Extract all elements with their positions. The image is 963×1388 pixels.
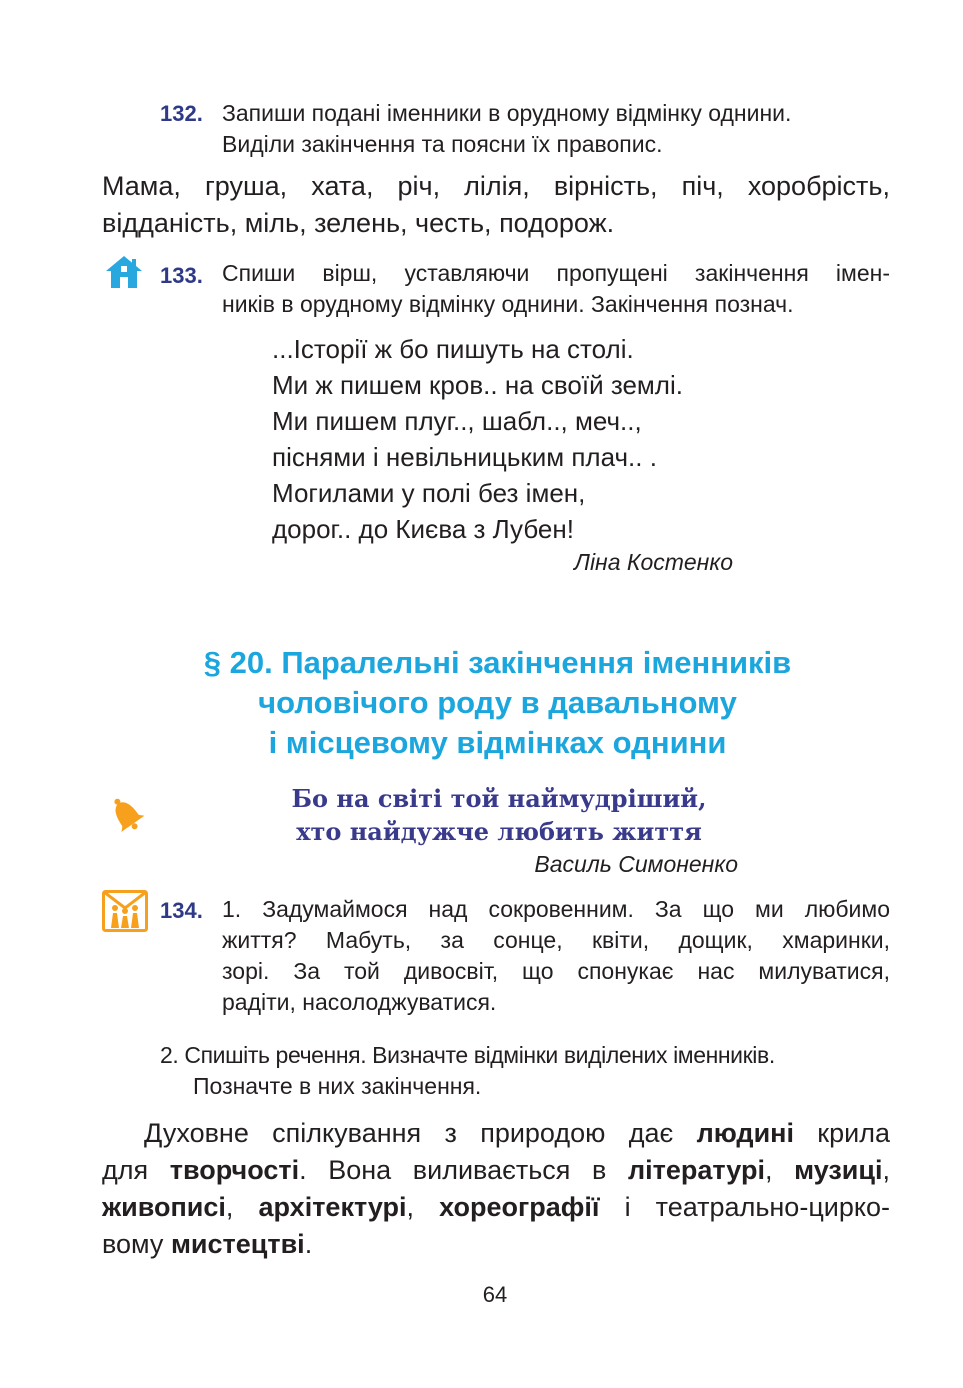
task-line: зорі. За той дивосвіт, що спонукає нас милуватися, [222, 958, 890, 984]
poem-author: Ліна Костенко [574, 549, 733, 575]
word-list [102, 168, 890, 242]
text-line: вому мистецтві. [102, 1229, 313, 1259]
task-line: радіти, насолоджуватися. [222, 989, 497, 1015]
group-work-icon [102, 890, 148, 932]
highlighted-noun: музиці [794, 1155, 883, 1185]
highlighted-noun: творчості [169, 1155, 300, 1185]
poem [272, 331, 872, 547]
bell-icon [106, 794, 146, 834]
epigraph-author: Василь Симоненко [534, 851, 738, 877]
word-list-line: Мама, груша, хата, річ, лілія, вірність, піч, хоробрість, [102, 171, 890, 201]
poem-line: Ми ж пишем кров.. на своїй землі. [272, 370, 683, 400]
exercise-task [222, 258, 890, 320]
task-line: Спиши вірш, уставляючи пропущені закінчення імен- [222, 260, 890, 286]
highlighted-noun: архітектурі [258, 1192, 407, 1222]
exercise-part-2 [160, 1040, 890, 1102]
exercise-number: 133. [160, 263, 203, 288]
section-title-line: і місцевому відмінках однини [268, 725, 727, 760]
text-line: для творчості. Вона виливається в літературі, музиці, [102, 1155, 890, 1185]
exercise-number: 134. [160, 898, 203, 923]
exercise-text [102, 1115, 890, 1263]
section-title-line: § 20. Паралельні закінчення іменників [203, 645, 792, 680]
task-line: 2. Спишіть речення. Визначте відмінки виділених іменників. [160, 1042, 775, 1068]
highlighted-noun: живописі [102, 1192, 226, 1222]
exercise-task [222, 98, 890, 160]
text-line: живописі, архітектурі, хореографії і театрально-цирко- [102, 1192, 890, 1222]
exercise-part-1 [222, 894, 890, 1018]
epigraph [240, 782, 758, 848]
section-title-line: чоловічого роду в давальному [258, 685, 737, 720]
section-title [100, 643, 895, 763]
epigraph-line: хто найдужче любить життя [296, 817, 702, 846]
task-line: Позначте в них закінчення. [193, 1073, 482, 1099]
task-line: ників в орудному відмінку однини. Закінчення познач. [222, 291, 794, 317]
task-line: 1. Задумаймося над сокровенним. За що ми любимо [222, 896, 890, 922]
poem-line: Ми пишем плуг.., шабл.., меч.., [272, 406, 642, 436]
highlighted-noun: мистецтві [170, 1229, 305, 1259]
highlighted-noun: хореографії [439, 1192, 600, 1222]
word-list-line: відданість, міль, зелень, честь, подорож. [102, 208, 615, 238]
poem-line: піснями і невільницьким плач.. . [272, 442, 657, 472]
highlighted-noun: людині [696, 1118, 794, 1148]
poem-line: Могилами у полі без імен, [272, 478, 586, 508]
home-icon [104, 254, 144, 290]
highlighted-noun: літературі [628, 1155, 765, 1185]
exercise-number: 132. [160, 101, 203, 126]
poem-line: ...Історії ж бо пишуть на столі. [272, 334, 634, 364]
task-line: Виділи закінчення та поясни їх правопис. [222, 131, 663, 157]
poem-line: дорог.. до Києва з Лубен! [272, 514, 574, 544]
page-number: 64 [482, 1282, 508, 1307]
text-line: Духовне спілкування з природою дає людині крила [144, 1118, 890, 1148]
task-line: Запиши подані іменники в орудному відмінку однини. [222, 100, 792, 126]
task-line: життя? Мабуть, за сонце, квіти, дощик, хмаринки, [222, 927, 890, 953]
epigraph-line: Бо на світі той наймудріший, [291, 784, 707, 813]
